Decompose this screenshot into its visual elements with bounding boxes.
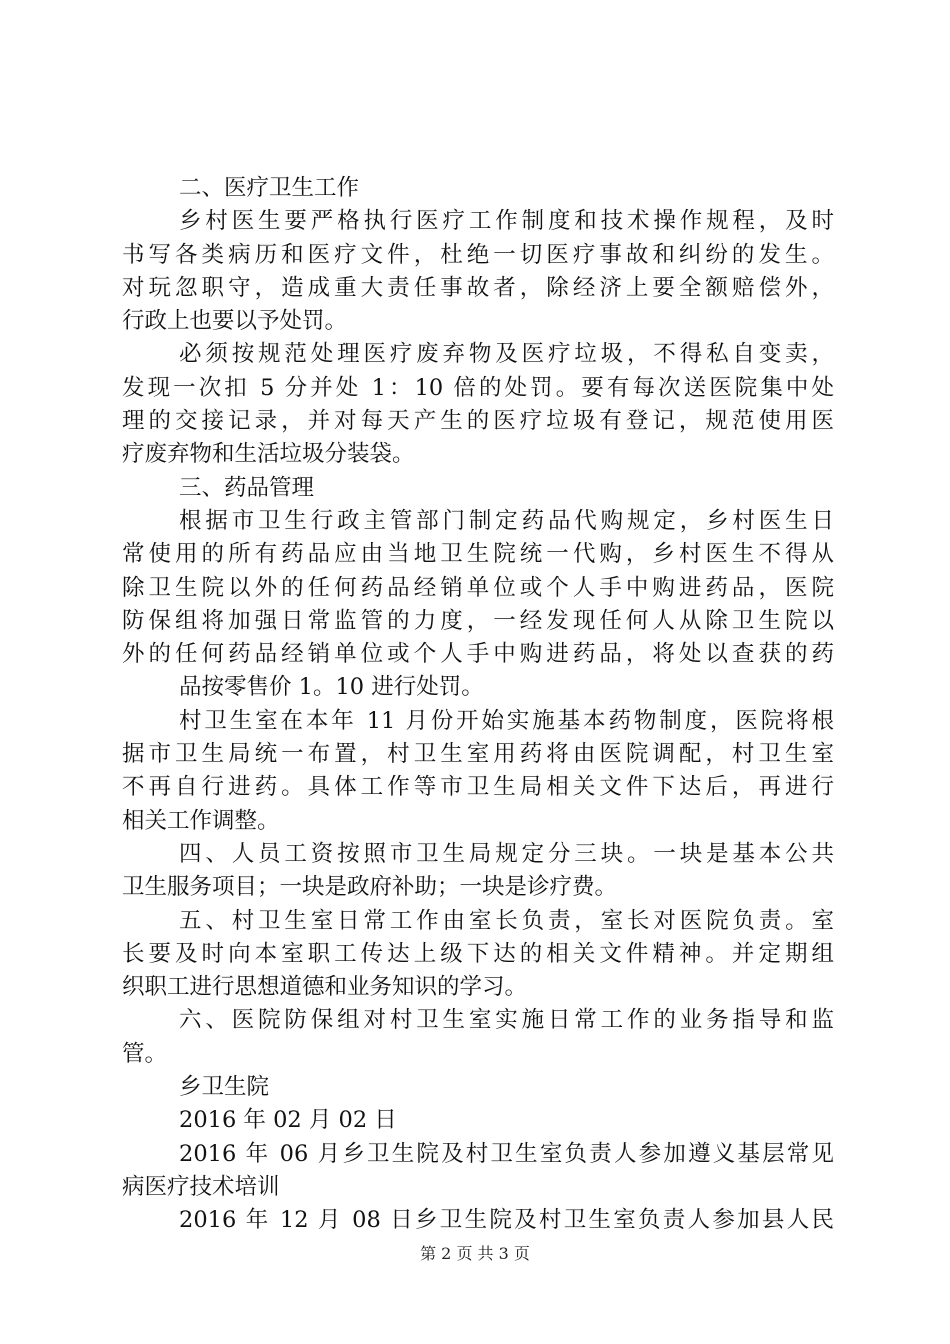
text-line: 常使用的所有药品应由当地卫生院统一代购，乡村医生不得从 bbox=[122, 541, 834, 568]
text-line: 织职工进行思想道德和业务知识的学习。 bbox=[122, 974, 528, 1001]
text-line: 品按零售价 1。10 进行处罚。 bbox=[179, 674, 484, 701]
page-number-footer: 第 2 页 共 3 页 bbox=[420, 1244, 530, 1263]
text-line: 不再自行进药。具体工作等市卫生局相关文件下达后，再进行 bbox=[122, 774, 834, 801]
text-line: 五、村卫生室日常工作由室长负责，室长对医院负责。室 bbox=[179, 907, 834, 934]
text-line: 发现一次扣 5 分并处 1：10 倍的处罚。要有每次送医院集中处 bbox=[122, 374, 834, 401]
text-line: 相关工作调整。 bbox=[122, 807, 280, 834]
text-line: 卫生服务项目；一块是政府补助；一块是诊疗费。 bbox=[122, 874, 618, 901]
text-line: 乡村医生要严格执行医疗工作制度和技术操作规程，及时 bbox=[179, 208, 834, 235]
text-line: 必须按规范处理医疗废弃物及医疗垃圾，不得私自变卖， bbox=[179, 341, 834, 368]
text-line: 书写各类病历和医疗文件，杜绝一切医疗事故和纠纷的发生。 bbox=[122, 241, 834, 268]
document-body bbox=[122, 172, 834, 1238]
text-line: 乡卫生院 bbox=[179, 1074, 270, 1101]
text-line: 据市卫生局统一布置，村卫生室用药将由医院调配，村卫生室 bbox=[122, 741, 834, 768]
text-line: 2016 年 12 月 08 日乡卫生院及村卫生室负责人参加县人民 bbox=[179, 1207, 834, 1234]
text-line: 四、人员工资按照市卫生局规定分三块。一块是基本公共 bbox=[179, 840, 834, 867]
text-line: 病医疗技术培训 bbox=[122, 1173, 280, 1200]
text-line: 防保组将加强日常监管的力度，一经发现任何人从除卫生院以 bbox=[122, 607, 834, 634]
text-line: 2016 年 06 月乡卫生院及村卫生室负责人参加遵义基层常见 bbox=[179, 1140, 834, 1167]
text-line: 村卫生室在本年 11 月份开始实施基本药物制度，医院将根 bbox=[179, 707, 834, 734]
text-line: 管。 bbox=[122, 1040, 168, 1067]
text-line: 行政上也要以予处罚。 bbox=[122, 308, 348, 335]
text-line: 疗废弃物和生活垃圾分装袋。 bbox=[122, 441, 415, 468]
text-line: 2016 年 02 月 02 日 bbox=[179, 1107, 397, 1134]
text-line: 三、药品管理 bbox=[179, 474, 315, 501]
text-line: 二、医疗卫生工作 bbox=[179, 175, 360, 201]
text-line: 外的任何药品经销单位或个人手中购进药品，将处以查获的药 bbox=[122, 641, 834, 668]
text-line: 理的交接记录，并对每天产生的医疗垃圾有登记，规范使用医 bbox=[122, 408, 834, 435]
text-line: 六、医院防保组对村卫生室实施日常工作的业务指导和监 bbox=[179, 1007, 834, 1034]
text-line: 长要及时向本室职工传达上级下达的相关文件精神。并定期组 bbox=[122, 940, 834, 967]
text-line: 根据市卫生行政主管部门制定药品代购规定，乡村医生日 bbox=[179, 507, 834, 534]
text-line: 除卫生院以外的任何药品经销单位或个人手中购进药品，医院 bbox=[122, 574, 834, 601]
text-line: 对玩忽职守，造成重大责任事故者，除经济上要全额赔偿外， bbox=[122, 274, 834, 301]
